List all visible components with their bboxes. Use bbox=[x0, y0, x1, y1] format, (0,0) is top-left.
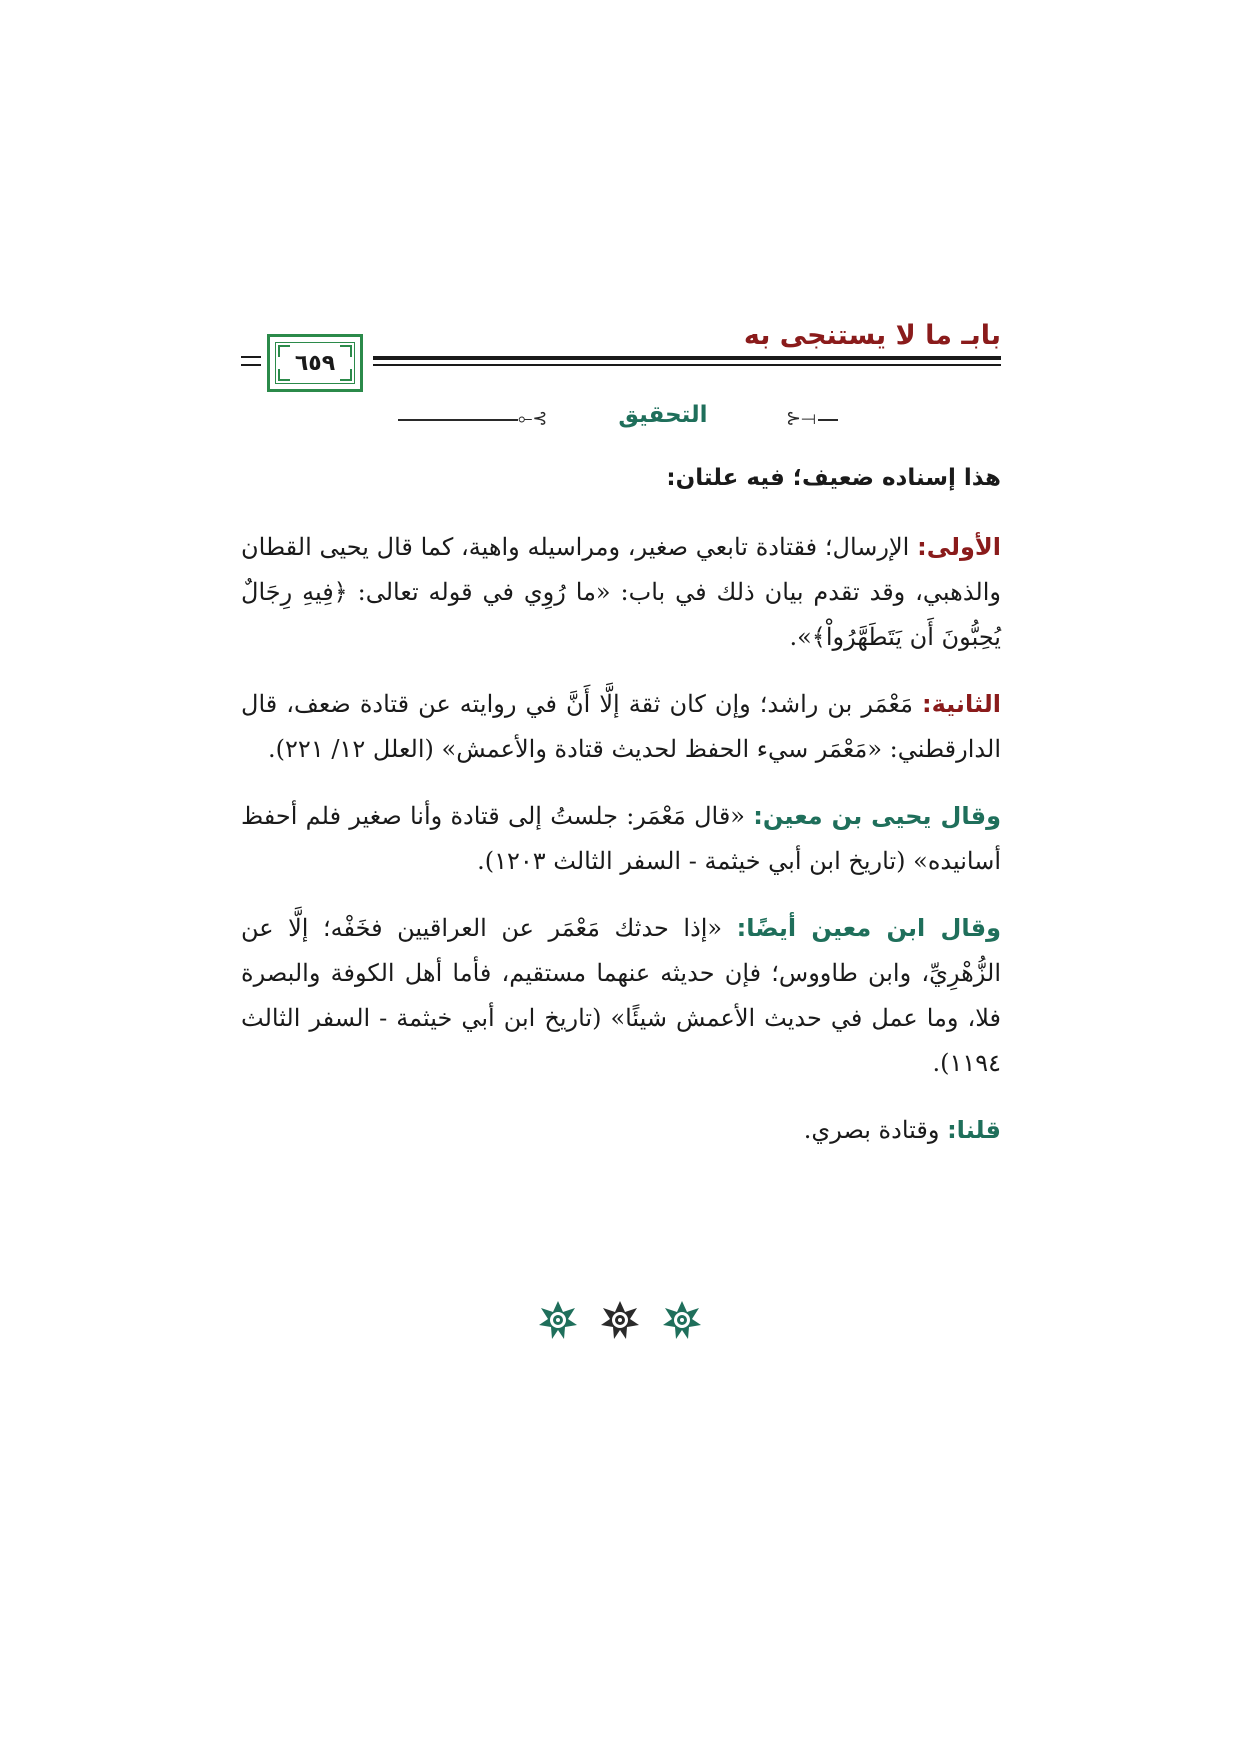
page-number: ٦٥٩ bbox=[294, 350, 336, 376]
header-rule-left-thin bbox=[241, 356, 261, 358]
paragraph-lead: الثانية: bbox=[921, 690, 1001, 718]
section-heading bbox=[398, 400, 838, 440]
header-rule-right-thin bbox=[373, 364, 1001, 366]
eight-point-star-ornament-icon bbox=[662, 1300, 702, 1340]
paragraph-ibn-maeen-also bbox=[241, 906, 1001, 1086]
header-rule-right-thick bbox=[373, 356, 1001, 360]
paragraph-first-defect bbox=[241, 525, 1001, 660]
page-number-badge bbox=[267, 334, 363, 392]
page-header bbox=[241, 318, 1001, 392]
paragraph-text: وقتادة بصري. bbox=[803, 1116, 948, 1144]
flourish-left-icon: ⟜⊰ bbox=[518, 408, 548, 429]
body-text bbox=[241, 448, 1001, 1175]
section-end-ornaments bbox=[480, 1300, 760, 1350]
paragraph-ibn-maeen bbox=[241, 794, 1001, 884]
section-line-left bbox=[398, 419, 518, 421]
eight-point-star-ornament-icon bbox=[600, 1300, 640, 1340]
eight-point-star-ornament-icon bbox=[538, 1300, 578, 1340]
paragraph-conclusion bbox=[241, 1108, 1001, 1153]
flourish-right-icon: ⊱⟞ bbox=[785, 408, 816, 429]
paragraph-second-defect bbox=[241, 682, 1001, 772]
paragraph-text: «قال مَعْمَر: جلستُ إلى قتادة وأنا صغير فلم أحفظ أسانيده» (تاريخ ابن أبي خيثمة - السفر الثالث ١٢٠٣). bbox=[241, 802, 1001, 875]
paragraph-lead: الأولى: bbox=[917, 533, 1001, 561]
paragraph-lead: وقال يحيى بن معين: bbox=[753, 802, 1001, 830]
paragraph-lead: قلنا: bbox=[947, 1116, 1001, 1144]
intro-statement: هذا إسناده ضعيف؛ فيه علتان: bbox=[666, 465, 1001, 491]
paragraph-lead: وقال ابن معين أيضًا: bbox=[736, 914, 1001, 942]
section-line-right bbox=[818, 419, 838, 421]
header-rule-left-thin-2 bbox=[241, 364, 261, 366]
chapter-title: بابـ ما لا يستنجى به bbox=[743, 320, 1001, 351]
section-title: التحقيق bbox=[618, 402, 708, 428]
paragraph-text: «إذا حدثك مَعْمَر عن العراقيين فخَفْه؛ إلَّا عن الزُّهْرِيِّ، وابن طاووس؛ فإن حديثه عنهما مستقيم، فأما أهل الكوفة والبصرة فلا، وما عمل في حديث الأعمش شيئًا» (تاريخ ابن أبي خيثمة - السفر الثالث ١١٩٤). bbox=[241, 914, 1001, 1077]
paragraph-text: مَعْمَر بن راشد؛ وإن كان ثقة إلَّا أَنَّ في روايته عن قتادة ضعف، قال الدارقطني: «مَعْمَر سيء الحفظ لحديث قتادة والأعمش» (العلل ١٢/ ٢٢١). bbox=[241, 690, 1001, 763]
paragraph-text: الإرسال؛ فقتادة تابعي صغير، ومراسيله واهية، كما قال يحيى القطان والذهبي، وقد تقدم بيان ذلك في باب: «ما رُوِي في قوله تعالى: ﴿فِيهِ رِجَالٌ يُحِبُّونَ أَن يَتَطَهَّرُواْ﴾». bbox=[241, 533, 1001, 651]
